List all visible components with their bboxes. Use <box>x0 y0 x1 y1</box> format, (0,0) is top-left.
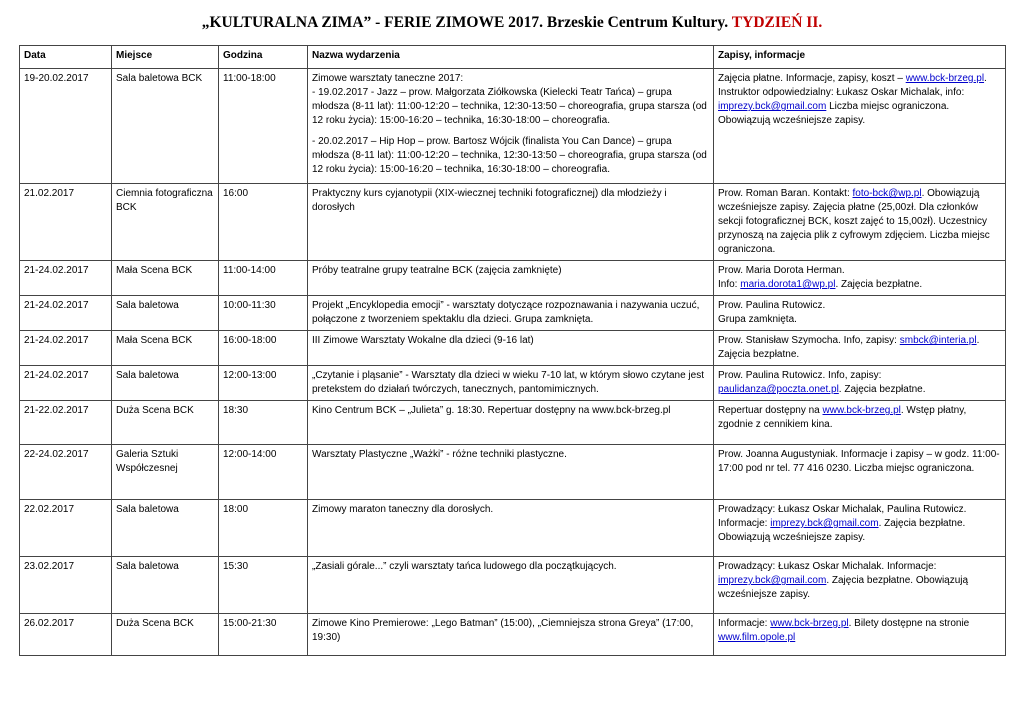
event-paragraph: Próby teatralne grupy teatralne BCK (zajęcia zamknięte) <box>312 265 562 276</box>
event-paragraph: „Czytanie i pląsanie” - Warsztaty dla dzieci w wieku 7-10 lat, w którym słowo czytane jest pretekstem do działań twórczych, tanecznych, pantomimicznych. <box>312 370 704 395</box>
schedule-table <box>19 45 1006 656</box>
info-text: Prow. Joanna Augustyniak. Informacje i zapisy – w godz. 11:00-17:00 pod nr tel. 77 416 0230. Liczba miejsc ograniczona. <box>718 449 1000 474</box>
info-link[interactable]: imprezy.bck@gmail.com <box>718 101 827 112</box>
info-text: Prowadzący: Łukasz Oskar Michalak, Paulina Rutowicz. Informacje: <box>718 504 967 529</box>
cell-place: Galeria Sztuki Współczesnej <box>112 445 219 500</box>
cell-info <box>714 500 1006 557</box>
info-link[interactable]: www.bck-brzeg.pl <box>822 405 901 416</box>
cell-event <box>308 69 714 184</box>
schedule-body <box>20 69 1006 656</box>
cell-time: 11:00-14:00 <box>219 261 308 296</box>
info-text: . Wstęp płatny, zgodnie z cennikiem kina. <box>718 405 967 430</box>
event-paragraph: III Zimowe Warsztaty Wokalne dla dzieci (9-16 lat) <box>312 335 534 346</box>
cell-time: 11:00-18:00 <box>219 69 308 184</box>
cell-info <box>714 445 1006 500</box>
cell-time: 15:00-21:30 <box>219 614 308 656</box>
cell-info <box>714 401 1006 445</box>
cell-event <box>308 261 714 296</box>
page-title <box>0 14 1024 32</box>
info-link[interactable]: imprezy.bck@gmail.com <box>718 575 827 586</box>
header-event: Nazwa wydarzenia <box>308 46 714 69</box>
info-text: Repertuar dostępny na <box>718 405 823 416</box>
cell-info <box>714 69 1006 184</box>
cell-date: 22.02.2017 <box>20 500 112 557</box>
event-paragraph: Projekt „Encyklopedia emocji” - warsztaty dotyczące rozpoznawania i nazywania uczuć, połączone z tworzeniem spektaklu dla dzieci. Grupa zamknięta. <box>312 300 700 325</box>
cell-time: 12:00-13:00 <box>219 366 308 401</box>
cell-event <box>308 445 714 500</box>
event-paragraph: Zimowy maraton taneczny dla dorosłych. <box>312 504 494 515</box>
table-row <box>20 296 1006 331</box>
cell-event <box>308 500 714 557</box>
event-paragraph: Praktyczny kurs cyjanotypii (XIX-wiecznej techniki fotograficznej) dla młodzieży i dorosłych <box>312 188 667 213</box>
title-main: „KULTURALNA ZIMA” - FERIE ZIMOWE 2017. Brzeskie Centrum Kultury. <box>201 14 729 31</box>
event-paragraph: Warsztaty Plastyczne „Ważki” - różne techniki plastyczne. <box>312 449 567 460</box>
cell-info <box>714 184 1006 261</box>
cell-place: Sala baletowa BCK <box>112 69 219 184</box>
table-row <box>20 366 1006 401</box>
cell-event <box>308 366 714 401</box>
cell-date: 19-20.02.2017 <box>20 69 112 184</box>
cell-place: Mała Scena BCK <box>112 261 219 296</box>
cell-event <box>308 331 714 366</box>
header-row <box>20 46 1006 69</box>
info-link[interactable]: imprezy.bck@gmail.com <box>770 518 879 529</box>
event-paragraph: - 20.02.2017 – Hip Hop – prow. Bartosz Wójcik (finalista You Can Dance) – grupa młodsza (8-11 lat): 11:00-12:20 – technika, 12:30-13:50 – choreografia, grupa starsza (od 12 roku życia): 15:00-16:20 – technika, 16:30-18:00 – choreografia. <box>312 136 707 175</box>
cell-time: 16:00-18:00 <box>219 331 308 366</box>
table-row <box>20 261 1006 296</box>
cell-date: 23.02.2017 <box>20 557 112 614</box>
info-text: . Bilety dostępne na stronie <box>848 618 970 629</box>
info-link[interactable]: paulidanza@poczta.onet.pl <box>718 384 839 395</box>
info-text: . Zajęcia bezpłatne. Obowiązują wcześniejsze zapisy. <box>718 575 969 600</box>
cell-info <box>714 557 1006 614</box>
header-time: Godzina <box>219 46 308 69</box>
cell-date: 21-24.02.2017 <box>20 331 112 366</box>
info-text: . Zajęcia bezpłatne. <box>838 384 926 395</box>
cell-info <box>714 366 1006 401</box>
cell-date: 26.02.2017 <box>20 614 112 656</box>
info-text: Prow. Stanisław Szymocha. Info, zapisy: <box>718 335 900 346</box>
info-text: Prow. Paulina Rutowicz. Grupa zamknięta. <box>718 300 826 325</box>
cell-date: 21-22.02.2017 <box>20 401 112 445</box>
table-row <box>20 69 1006 184</box>
event-paragraph: Zimowe Kino Premierowe: „Lego Batman” (15:00), „Ciemniejsza strona Greya” (17:00, 19:30) <box>312 618 694 643</box>
title-week: TYDZIEŃ II. <box>731 14 823 31</box>
cell-event <box>308 296 714 331</box>
header-info: Zapisy, informacje <box>714 46 1006 69</box>
cell-date: 21-24.02.2017 <box>20 366 112 401</box>
table-row <box>20 331 1006 366</box>
info-link[interactable]: www.bck-brzeg.pl <box>770 618 849 629</box>
cell-place: Sala baletowa <box>112 557 219 614</box>
info-link[interactable]: www.film.opole.pl <box>718 632 796 643</box>
info-link[interactable]: foto-bck@wp.pl <box>852 188 922 199</box>
table-row <box>20 557 1006 614</box>
cell-place: Sala baletowa <box>112 500 219 557</box>
info-text: Informacje: <box>718 618 771 629</box>
event-paragraph: „Zasiali górale...” czyli warsztaty tańca ludowego dla początkujących. <box>312 561 617 572</box>
cell-time: 16:00 <box>219 184 308 261</box>
cell-time: 12:00-14:00 <box>219 445 308 500</box>
cell-date: 21.02.2017 <box>20 184 112 261</box>
cell-event <box>308 401 714 445</box>
cell-date: 21-24.02.2017 <box>20 296 112 331</box>
cell-date: 21-24.02.2017 <box>20 261 112 296</box>
table-row <box>20 184 1006 261</box>
header-date: Data <box>20 46 112 69</box>
cell-place: Duża Scena BCK <box>112 401 219 445</box>
cell-time: 18:00 <box>219 500 308 557</box>
event-paragraph: Kino Centrum BCK – „Julieta” g. 18:30. Repertuar dostępny na www.bck-brzeg.pl <box>312 405 671 416</box>
cell-date: 22-24.02.2017 <box>20 445 112 500</box>
info-text: Prowadzący: Łukasz Oskar Michalak. Informacje: <box>718 561 937 572</box>
table-row <box>20 445 1006 500</box>
cell-info <box>714 261 1006 296</box>
cell-time: 10:00-11:30 <box>219 296 308 331</box>
cell-place: Sala baletowa <box>112 366 219 401</box>
table-row <box>20 401 1006 445</box>
info-text: . Zajęcia bezpłatne. <box>835 279 923 290</box>
cell-info <box>714 331 1006 366</box>
table-row <box>20 500 1006 557</box>
info-link[interactable]: smbck@interia.pl <box>899 335 977 346</box>
info-link[interactable]: www.bck-brzeg.pl <box>905 73 985 84</box>
info-text: Prow. Paulina Rutowicz. Info, zapisy: <box>718 370 882 381</box>
cell-info <box>714 296 1006 331</box>
event-paragraph: Zimowe warsztaty taneczne 2017: - 19.02.2017 - Jazz – prow. Małgorzata Ziółkowska (Kielecki Teatr Tańca) – grupa młodsza (8-11 lat): 11:00-12:20 – technika, 12:30-13:50 – choreografia, grupa starsza (od 12 roku życia): 15:00-16:20 – technika, 16:30-18:00 – choreografia. <box>312 73 707 126</box>
cell-event <box>308 557 714 614</box>
info-text: . Instruktor odpowiedzialny: Łukasz Oskar Michalak, info: <box>718 73 987 98</box>
info-text: . Obowiązują wcześniejsze zapisy. Zajęcia płatne (25,00zł. Dla członków sekcji fotograficznej BCK, koszt zajęć to 15,00zł). Uczestnicy przynoszą na zajęcia plik z cyfrowym zdjęciem. Liczba miejsc ograniczona. <box>718 188 990 255</box>
cell-time: 18:30 <box>219 401 308 445</box>
info-text: Zajęcia płatne. Informacje, zapisy, koszt – <box>718 73 906 84</box>
cell-time: 15:30 <box>219 557 308 614</box>
header-place: Miejsce <box>112 46 219 69</box>
cell-event <box>308 614 714 656</box>
info-text: . Zajęcia bezpłatne. Obowiązują wcześniejsze zapisy. <box>718 518 966 543</box>
cell-place: Ciemnia fotograficzna BCK <box>112 184 219 261</box>
info-text: Liczba miejsc ograniczona. Obowiązują wcześniejsze zapisy. <box>718 101 950 126</box>
cell-info <box>714 614 1006 656</box>
info-text: . Zajęcia bezpłatne. <box>718 335 980 360</box>
info-text: Prow. Maria Dorota Herman. Info: <box>718 265 845 290</box>
cell-place: Mała Scena BCK <box>112 331 219 366</box>
cell-place: Duża Scena BCK <box>112 614 219 656</box>
cell-place: Sala baletowa <box>112 296 219 331</box>
cell-event <box>308 184 714 261</box>
table-row <box>20 614 1006 656</box>
info-link[interactable]: maria.dorota1@wp.pl <box>740 279 836 290</box>
info-text: Prow. Roman Baran. Kontakt: <box>718 188 853 199</box>
